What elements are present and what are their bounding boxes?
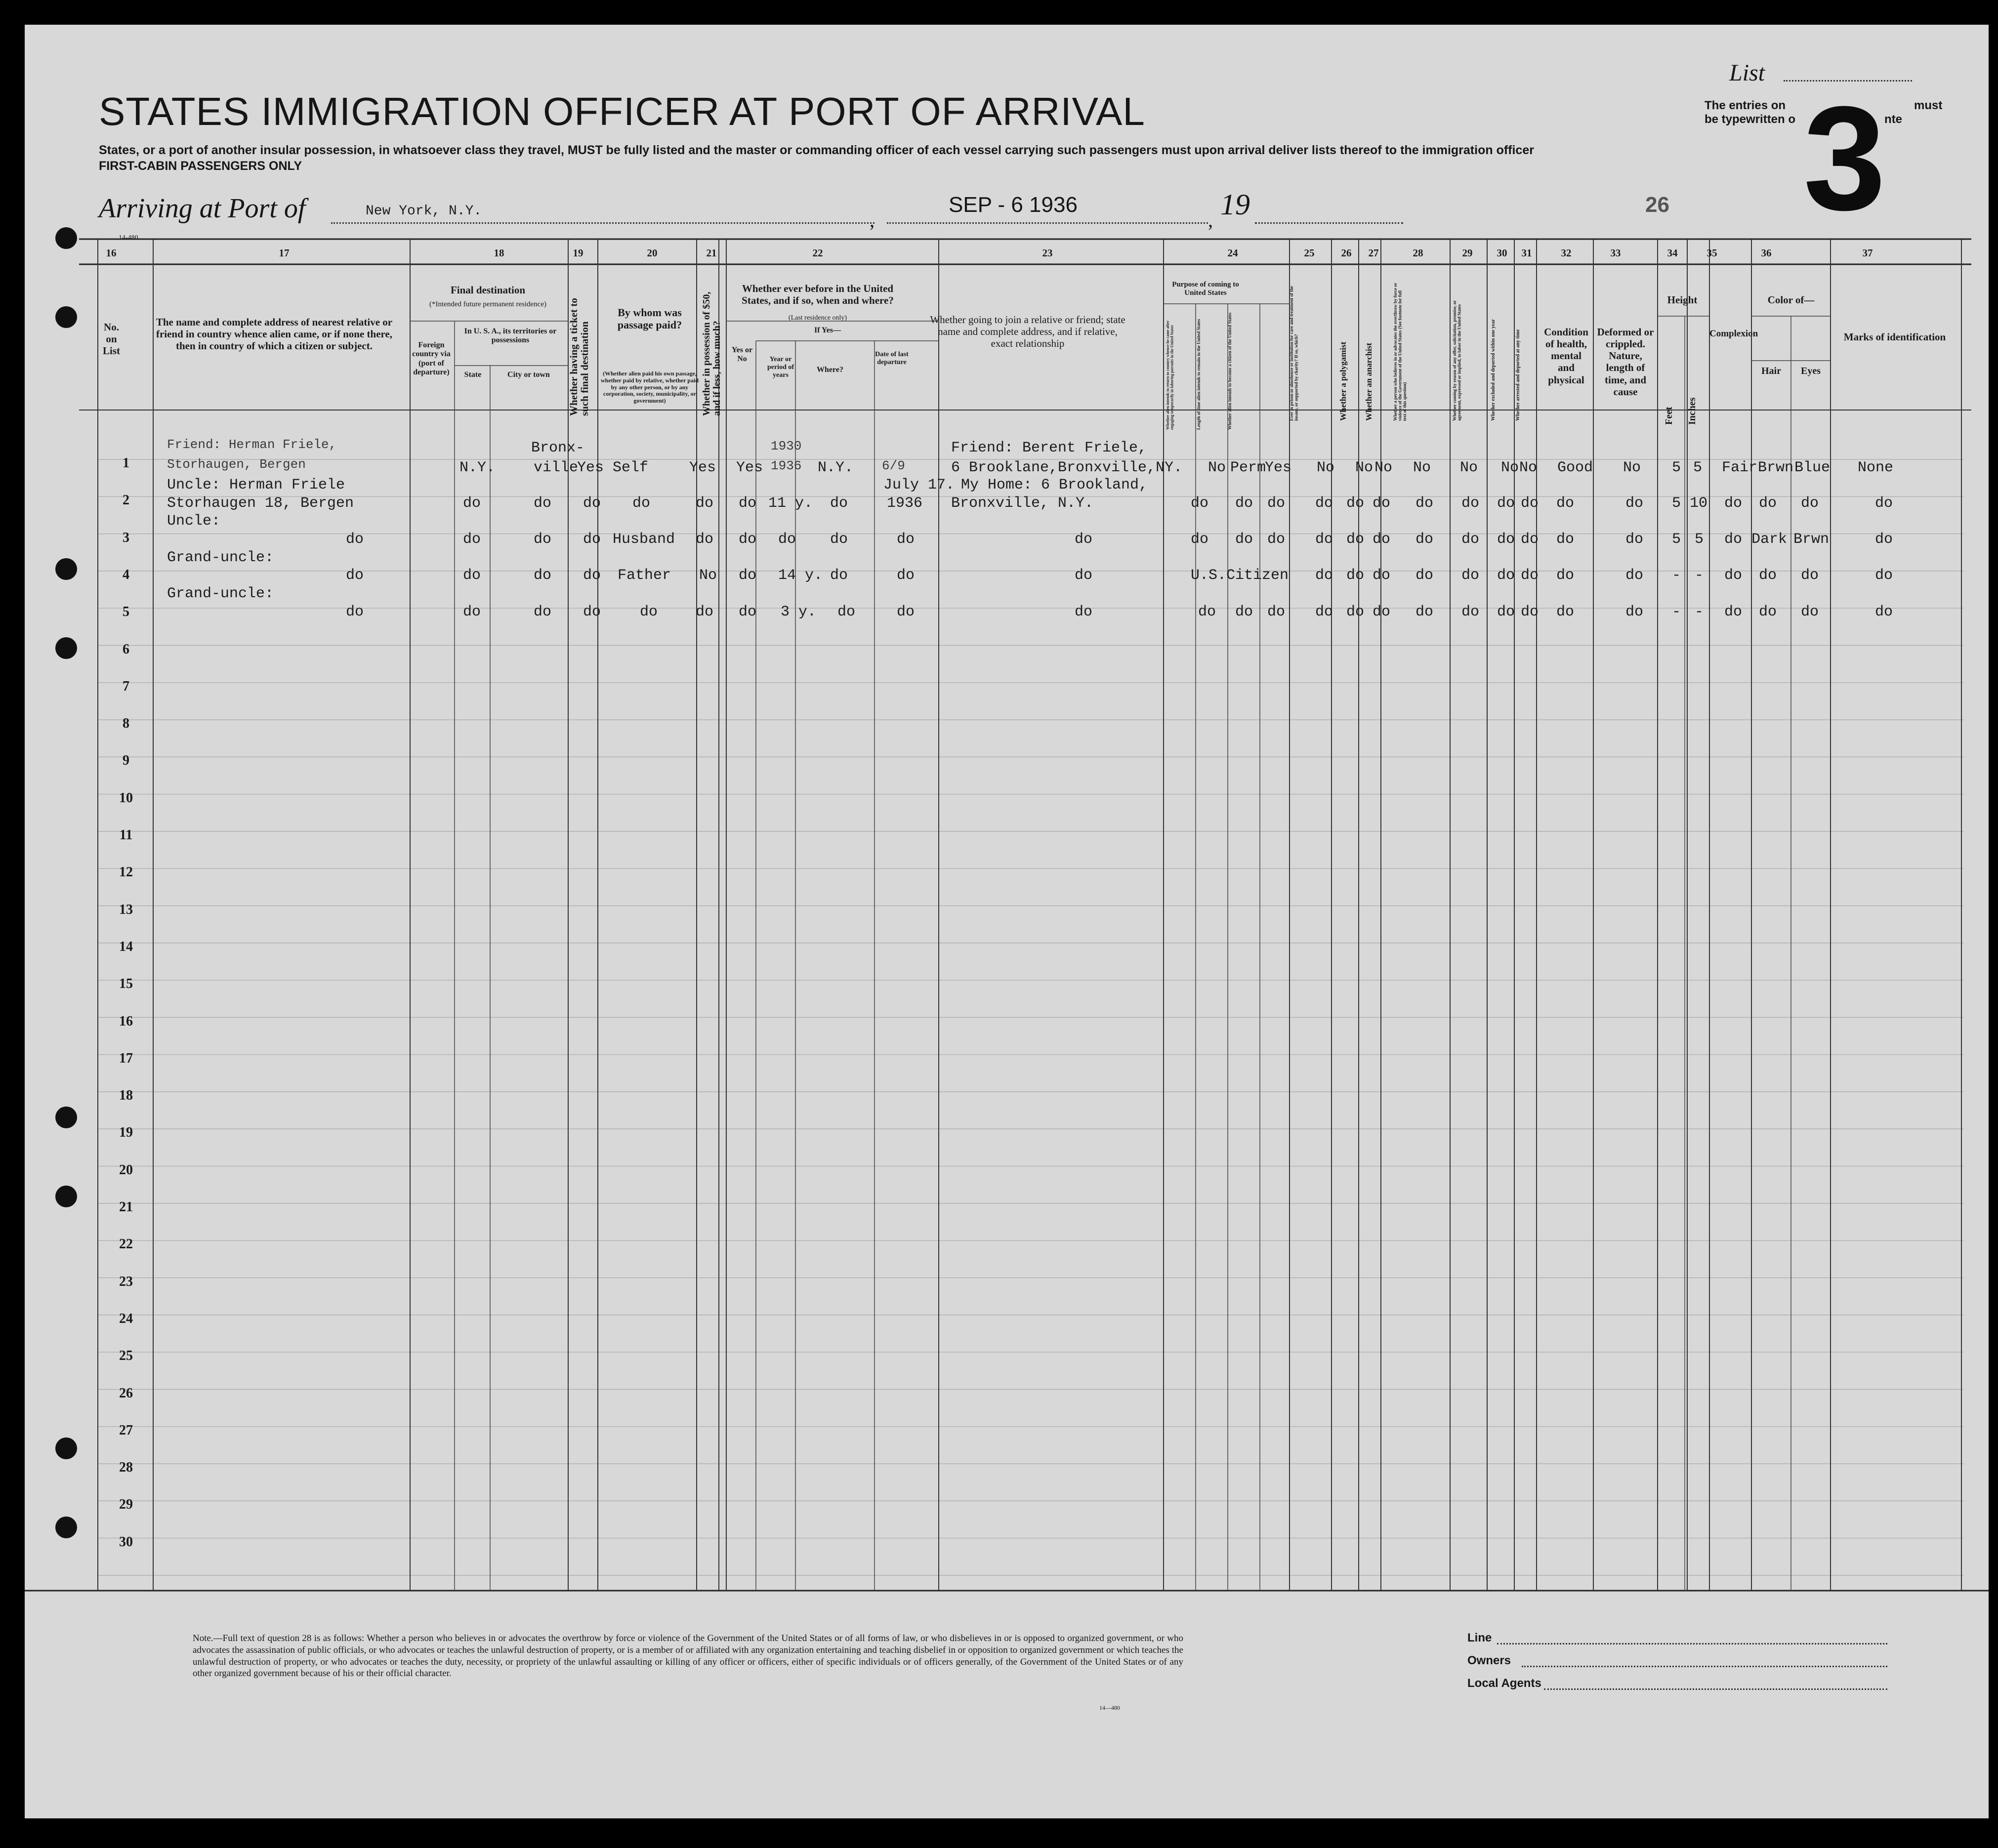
col-num: 25 — [1304, 247, 1315, 259]
row-number: 12 — [119, 864, 133, 880]
prison: do — [1315, 567, 1333, 584]
departure-above: July 17. — [883, 477, 955, 493]
hdr-purpose-c: Whether alien intends to become a citizen of the United States — [1227, 312, 1232, 430]
hdr-relative: The name and complete address of nearest relative or friend in country whence alien came, or if none there, then in country of which a citizen or subject. — [156, 316, 393, 352]
relative-name: Uncle: Herman Friele — [167, 477, 345, 493]
join: do — [1075, 567, 1093, 584]
period: do — [778, 531, 796, 548]
period-line1: 1930 — [771, 439, 802, 453]
departure: do — [897, 531, 915, 548]
hdr-hair: Hair — [1761, 366, 1781, 376]
polygamist: do — [1346, 495, 1365, 512]
eyes: Blue — [1794, 459, 1831, 476]
row-number: 21 — [119, 1199, 133, 1215]
instruction-text: States, or a port of another insular possession, in whatsoever class they travel, MUST be fully listed and the master or commanding officer of each vessel carrying such passengers must upon arrival deliver lists thereof to the immigration officer — [99, 143, 1534, 157]
hdr-where: Where? — [817, 366, 843, 374]
col-num: 34 — [1667, 247, 1678, 259]
offer: No — [1460, 459, 1478, 476]
relative-name: Uncle: — [167, 513, 221, 530]
feet: 5 — [1672, 531, 1681, 548]
hair: Dark — [1751, 531, 1788, 548]
row-number: 6 — [123, 641, 129, 657]
marks: do — [1875, 604, 1893, 620]
money: do — [696, 531, 714, 548]
arrested: No — [1519, 459, 1538, 476]
excluded: No — [1501, 459, 1519, 476]
relative-name: Friend: Herman Friele, — [167, 437, 337, 452]
hdr-before: Whether ever before in the United States, and if so, when and where? — [742, 283, 894, 307]
complexion: do — [1724, 531, 1743, 548]
hdr-inches: Inches — [1687, 397, 1698, 425]
offer: do — [1461, 567, 1480, 584]
prison: do — [1315, 495, 1333, 512]
hdr-prison: Ever in prison or almshouse or institution for care and treatment of the insane, or supported by charity? If so, which? — [1289, 286, 1299, 421]
hair: do — [1759, 567, 1777, 584]
relative-address: Storhaugen 18, Bergen — [167, 495, 354, 512]
period: 14 y. — [778, 567, 823, 584]
city: do — [534, 604, 552, 620]
relative-name: Grand-uncle: — [167, 549, 274, 566]
purpose-return: do — [1191, 495, 1209, 512]
row-number: 4 — [123, 567, 129, 582]
hdr-deformed: Deformed or crippled. Nature, length of time, and cause — [1597, 326, 1654, 398]
join-line1: Friend: Berent Friele, — [951, 440, 1147, 456]
excluded: do — [1497, 531, 1515, 548]
departure: do — [897, 604, 915, 620]
hair: do — [1759, 604, 1777, 620]
relative-address: Storhaugen, Bergen — [167, 457, 306, 472]
marks: do — [1875, 567, 1893, 584]
arrested: do — [1521, 495, 1539, 512]
polygamist: do — [1346, 567, 1365, 584]
health: do — [1556, 567, 1575, 584]
purpose-citizen: do — [1267, 531, 1286, 548]
hdr-period: Year or period of years — [767, 356, 794, 379]
row-number: 18 — [119, 1088, 133, 1104]
deformed: do — [1625, 604, 1644, 620]
col-num: 16 — [106, 247, 117, 259]
complexion: do — [1724, 567, 1743, 584]
state: do — [463, 531, 481, 548]
comma: , — [870, 209, 874, 231]
state: do — [463, 495, 481, 512]
marks: do — [1875, 495, 1893, 512]
arriving-label: Arriving at Port of — [99, 193, 306, 224]
footer-form-ref: 14—480 — [1099, 1704, 1120, 1711]
ticket: do — [583, 604, 601, 620]
col-num: 23 — [1042, 247, 1053, 259]
paid-by: Self — [613, 459, 649, 476]
hdr-marks: Marks of identification — [1843, 331, 1946, 343]
row-number: 22 — [119, 1236, 133, 1252]
polygamist: do — [1346, 531, 1365, 548]
anarchist: do — [1373, 531, 1391, 548]
health: do — [1556, 495, 1575, 512]
col-num: 36 — [1761, 247, 1772, 259]
city: do — [534, 495, 552, 512]
anarchist: No — [1374, 459, 1393, 476]
hdr-ticket: Whether having a ticket to such final destination — [568, 298, 591, 416]
date-stamp: SEP - 6 1936 — [949, 193, 1078, 217]
complexion: Fair — [1722, 459, 1758, 476]
marks: do — [1875, 531, 1893, 548]
city-line2: ville — [534, 459, 579, 476]
ticket: do — [583, 531, 601, 548]
deformed: do — [1625, 495, 1644, 512]
col-num: 32 — [1561, 247, 1572, 259]
row-number: 14 — [119, 939, 133, 954]
state: do — [463, 604, 481, 620]
purpose-length: Perm — [1230, 459, 1266, 476]
col-num: 35 — [1707, 247, 1717, 259]
hdr-before-sub: (Last residence only) — [788, 314, 847, 322]
purpose-length: do — [1235, 531, 1253, 548]
hdr-excluded: Whether excluded and deported within one year — [1491, 319, 1496, 421]
hdr-join: Whether going to join a relative or friend; state name and complete address, and if relative, exact relationship — [930, 314, 1125, 350]
prison: do — [1315, 604, 1333, 620]
polygamist: No — [1355, 459, 1374, 476]
row-number: 15 — [119, 976, 133, 992]
anarchist: do — [1373, 567, 1391, 584]
col-num: 21 — [706, 247, 717, 259]
hdr-state: State — [464, 370, 482, 379]
col-num: 29 — [1462, 247, 1473, 259]
anarchist: do — [1373, 604, 1391, 620]
complexion: do — [1724, 604, 1743, 620]
row-number: 24 — [119, 1311, 133, 1326]
row-number: 9 — [123, 753, 129, 769]
offer: do — [1461, 531, 1480, 548]
ticket: do — [583, 495, 601, 512]
ticket: Yes — [577, 459, 604, 476]
hair: do — [1759, 495, 1777, 512]
hdr-no-on-list: No. on List — [102, 321, 120, 357]
hdr-paid-by-sub: (Whether alien paid his own passage, whether paid by relative, whether paid by any other person, or by any corporation, society, municipality, or government) — [600, 370, 699, 405]
where: do — [830, 531, 848, 548]
arrested: do — [1521, 531, 1539, 548]
row-number: 30 — [119, 1534, 133, 1550]
line-label: Line — [1467, 1631, 1492, 1644]
hdr-eyes: Eyes — [1801, 366, 1821, 376]
hdr-date: Date of last departure — [875, 351, 909, 367]
hdr-city: City or town — [507, 370, 550, 379]
paid-by: do — [640, 604, 658, 620]
comma: , — [1208, 209, 1213, 231]
join-line2: Bronxville, N.Y. — [951, 495, 1094, 512]
state: N.Y. — [459, 459, 496, 476]
before: Yes — [736, 459, 763, 476]
city: do — [534, 567, 552, 584]
departure: do — [897, 567, 915, 584]
polygamist: do — [1346, 604, 1365, 620]
year-suffix: 26 — [1645, 193, 1669, 217]
relative-name: Grand-uncle: — [167, 585, 274, 602]
overthrow: do — [1415, 531, 1434, 548]
col-num: 26 — [1341, 247, 1352, 259]
row-number: 25 — [119, 1348, 133, 1364]
row-number: 28 — [119, 1460, 133, 1476]
where: N.Y. — [818, 459, 854, 476]
col-num: 20 — [647, 247, 658, 259]
deformed: do — [1625, 531, 1644, 548]
period: 11 y. — [768, 495, 813, 512]
money: No — [699, 567, 717, 584]
health: do — [1556, 531, 1575, 548]
row-number: 17 — [119, 1050, 133, 1066]
hdr-color: Color of— — [1767, 294, 1815, 306]
city: do — [534, 531, 552, 548]
relative-address: do — [346, 604, 364, 620]
row-number: 5 — [123, 604, 129, 620]
purpose-citizen: do — [1267, 604, 1286, 620]
inches: - — [1695, 604, 1704, 620]
col-num: 27 — [1368, 247, 1379, 259]
inches: 5 — [1693, 459, 1703, 476]
hdr-destination: Final destination — [450, 284, 526, 296]
row-number: 1 — [123, 455, 129, 471]
inches: 10 — [1690, 495, 1708, 512]
period: 3 y. — [781, 604, 817, 620]
money: Yes — [689, 459, 716, 476]
col-num: 17 — [279, 247, 290, 259]
overthrow: No — [1413, 459, 1431, 476]
where: do — [837, 604, 856, 620]
excluded: do — [1497, 567, 1515, 584]
hdr-complexion: Complexion — [1709, 329, 1758, 339]
relative-address: do — [346, 567, 364, 584]
deformed: No — [1623, 459, 1641, 476]
anarchist: do — [1373, 495, 1391, 512]
ticket: do — [583, 567, 601, 584]
col-num: 22 — [812, 247, 823, 259]
money: do — [696, 495, 714, 512]
hdr-purpose: Purpose of coming to United States — [1172, 281, 1239, 297]
before: do — [739, 604, 757, 620]
col-num: 31 — [1521, 247, 1532, 259]
purpose-return: do — [1191, 531, 1209, 548]
hdr-paid-by: By whom was passage paid? — [617, 306, 682, 331]
owners-field[interactable] — [1522, 1666, 1887, 1667]
overthrow: do — [1415, 495, 1434, 512]
hdr-purpose-a: Whether alien intends to return to country whence he came after engaging temporarily in laboring pursuits in the United States — [1166, 321, 1174, 430]
join-line2: 6 Brooklane,Bronxville,NY. — [951, 459, 1183, 476]
entries-note-2b: nte — [1884, 113, 1903, 126]
eyes: do — [1801, 567, 1819, 584]
footer-note: Note.—Full text of question 28 is as follows: Whether a person who believes in or advocates the overthrow by force or violence of the Government of the United States or of all forms of law, or who disbelieves in or is opposed to organized government, or who advocates the assassination of public officials, or who advocates or teaches the unlawful destruction of property, or is a member of or affiliated with any organization entertaining and teaching disbelief in or opposition to organized government or which teaches the unlawful destruction of property, or who advocates or teaches the duty, necessity, or propriety of the unlawful assaulting or killing of any officer or officers, either of specific individuals or of officers generally, of the Government of the United States or of any other organized government because of his or their official character. — [193, 1633, 1183, 1679]
paid-by: do — [632, 495, 651, 512]
hdr-health: Condition of health, mental and physical — [1544, 326, 1588, 386]
purpose-citizen: Yes — [1265, 459, 1292, 476]
departure: 6/9 — [882, 458, 905, 473]
col-num: 19 — [573, 247, 583, 259]
money: do — [696, 604, 714, 620]
join: do — [1075, 604, 1093, 620]
paid-by: Father — [618, 567, 671, 584]
eyes: do — [1801, 604, 1819, 620]
port-value: New York, N.Y. — [366, 204, 482, 219]
row-number: 20 — [119, 1162, 133, 1178]
prison: No — [1317, 459, 1335, 476]
arrested: do — [1521, 567, 1539, 584]
marks: None — [1858, 459, 1894, 476]
col-num: 24 — [1227, 247, 1238, 259]
health: do — [1556, 604, 1575, 620]
prison: do — [1315, 531, 1333, 548]
departure: 1936 — [887, 495, 923, 512]
purpose-return: No — [1208, 459, 1226, 476]
hair: Brwn — [1758, 459, 1794, 476]
row-number: 23 — [119, 1273, 133, 1289]
agents-label: Local Agents — [1467, 1677, 1541, 1690]
health: Good — [1557, 459, 1593, 476]
col-num: 18 — [494, 247, 504, 259]
row-number: 13 — [119, 902, 133, 917]
manifest-sheet — [25, 25, 1989, 1818]
hdr-anarchist: Whether an anarchist — [1364, 342, 1374, 421]
list-label: List — [1729, 60, 1765, 86]
where: do — [830, 495, 848, 512]
state: do — [463, 567, 481, 584]
class-note: FIRST-CABIN PASSENGERS ONLY — [99, 159, 302, 173]
row-number: 11 — [119, 827, 133, 843]
hdr-ifyes: If Yes— — [814, 326, 841, 334]
period-line2: 1936 — [771, 458, 802, 473]
deformed: do — [1625, 567, 1644, 584]
row-number: 27 — [119, 1422, 133, 1438]
paid-by: Husband — [613, 531, 675, 548]
where: do — [830, 567, 848, 584]
hdr-offer: Whether coming by reason of any offer, solicitation, promise, or agreement, expressed or implied, to labor in the United States — [1452, 300, 1462, 421]
form-ref-top: 14-480 — [119, 234, 138, 242]
row-number: 2 — [123, 493, 129, 508]
line-field[interactable] — [1497, 1643, 1887, 1644]
join: do — [1075, 531, 1093, 548]
entries-note-1b: must — [1914, 99, 1943, 112]
hdr-yesno: Yes or No — [731, 346, 753, 364]
purpose-return: do — [1198, 604, 1216, 620]
col-num: 33 — [1610, 247, 1621, 259]
feet: 5 — [1672, 495, 1681, 512]
year-prefix: 19 — [1220, 188, 1250, 221]
col-num: 28 — [1413, 247, 1423, 259]
city-line1: Bronx- — [531, 440, 585, 456]
row-number: 7 — [123, 678, 129, 694]
owners-label: Owners — [1467, 1654, 1511, 1667]
hdr-arrested: Whether arrested and deported at any time — [1515, 329, 1521, 421]
row-number: 8 — [123, 716, 129, 732]
eyes: Brwn — [1793, 531, 1830, 548]
entries-note-1a: The entries on — [1705, 99, 1786, 112]
before: do — [739, 495, 757, 512]
page-title: STATES IMMIGRATION OFFICER AT PORT OF ARRIVAL — [99, 89, 1145, 133]
excluded: do — [1497, 495, 1515, 512]
hdr-purpose-b: Length of time alien intends to remain in the United States — [1196, 319, 1201, 430]
row-number: 26 — [119, 1385, 133, 1401]
hdr-height: Height — [1667, 294, 1698, 306]
join-line1: My Home: 6 Brookland, — [961, 477, 1148, 493]
overthrow: do — [1415, 604, 1434, 620]
excluded: do — [1497, 604, 1515, 620]
overthrow: do — [1415, 567, 1434, 584]
feet: - — [1672, 567, 1681, 584]
purpose-span: U.S.Citizen — [1191, 567, 1289, 584]
before: do — [739, 567, 757, 584]
row-number: 16 — [119, 1013, 133, 1029]
hdr-destination-sub: (*Intended future permanent residence) — [429, 300, 546, 308]
row-number: 10 — [119, 790, 133, 806]
inches: 5 — [1695, 531, 1704, 548]
list-number: 3 — [1803, 75, 1886, 241]
purpose-length: do — [1235, 604, 1253, 620]
offer: do — [1461, 495, 1480, 512]
hdr-feet: Feet — [1664, 407, 1674, 425]
row-number: 3 — [123, 530, 129, 545]
col-num: 30 — [1497, 247, 1507, 259]
complexion: do — [1724, 495, 1743, 512]
hdr-polygamist: Whether a polygamist — [1338, 341, 1348, 421]
feet: - — [1672, 604, 1681, 620]
relative-address: do — [346, 531, 364, 548]
row-number: 29 — [119, 1497, 133, 1513]
inches: - — [1695, 567, 1704, 584]
hdr-foreign: Foreign country via (port of departure) — [412, 341, 451, 377]
offer: do — [1461, 604, 1480, 620]
feet: 5 — [1672, 459, 1681, 476]
agents-field[interactable] — [1544, 1688, 1887, 1690]
col-num: 37 — [1862, 247, 1873, 259]
purpose-citizen: do — [1267, 495, 1286, 512]
hdr-overthrow: Whether a person who believes in or advocates the overthrow by force or violence of the Government of the United States (See footnote for full text of this question) — [1393, 283, 1407, 421]
entries-note-2a: be typewritten o — [1705, 113, 1796, 126]
row-number: 19 — [119, 1125, 133, 1141]
arrested: do — [1521, 604, 1539, 620]
before: do — [739, 531, 757, 548]
eyes: do — [1801, 495, 1819, 512]
hdr-money: Whether in possession of $50, and if less, how much? — [701, 291, 722, 416]
purpose-length: do — [1235, 495, 1253, 512]
hdr-usa: In U. S. A., its territories or possessions — [464, 327, 557, 345]
